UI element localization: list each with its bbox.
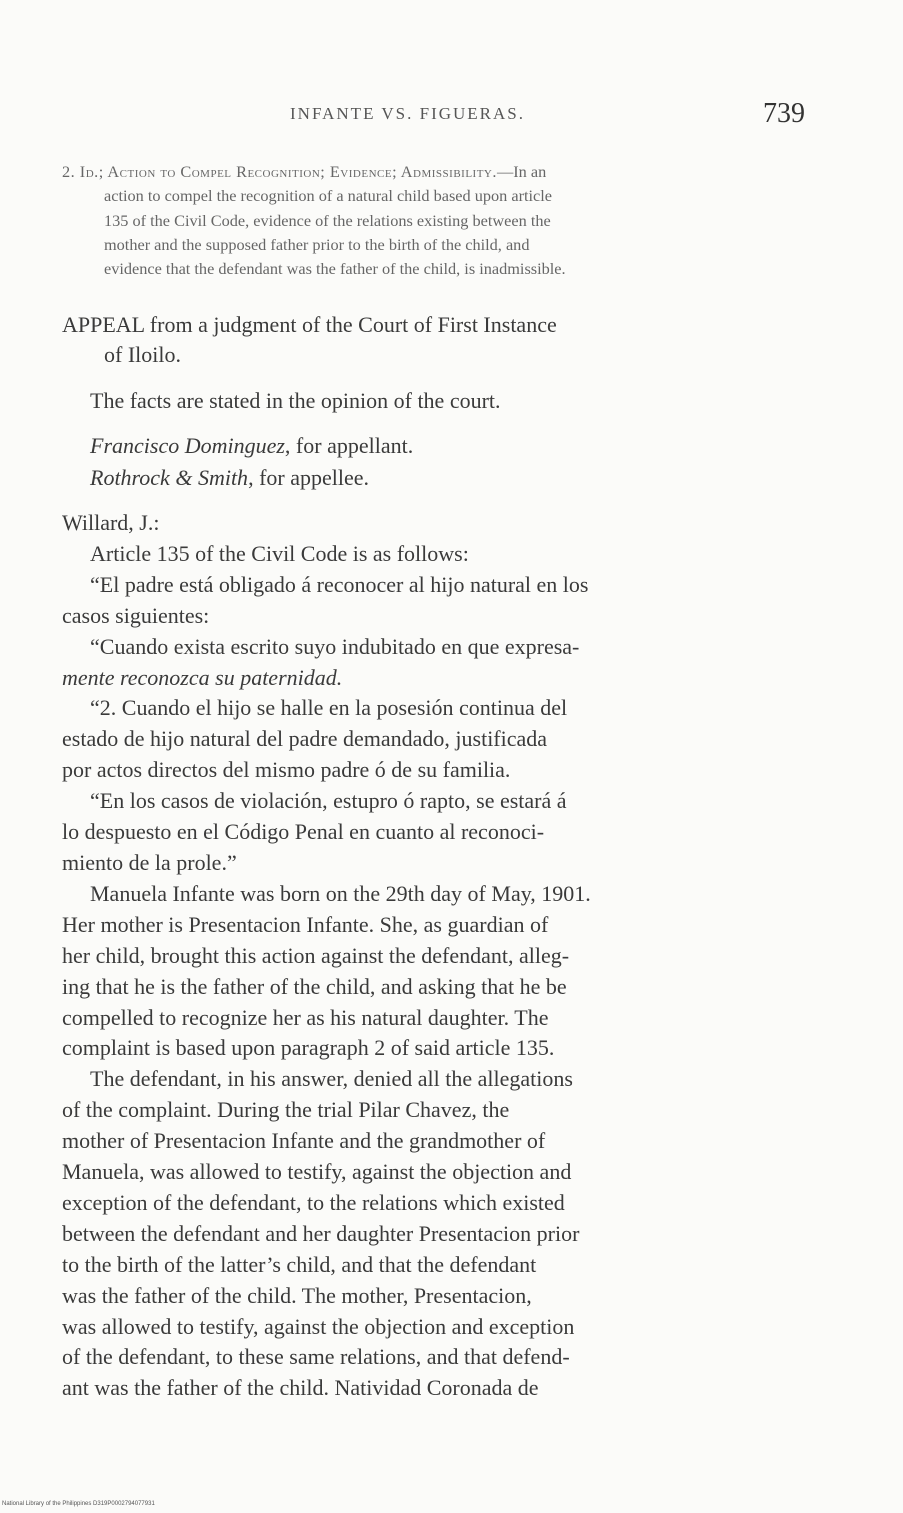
- opinion-line: compelled to recognize her as his natural daughter. The: [62, 1004, 549, 1030]
- syllabus-line: action to compel the recognition of a natural child based upon article: [104, 186, 553, 206]
- opinion-line: miento de la prole.”: [62, 849, 237, 875]
- syllabus-line: 2. Id.; Action to Compel Recognition; Evidence; Admissibility.—In an: [62, 162, 547, 181]
- opinion-line: mother of Presentacion Infante and the grandmother of: [62, 1128, 546, 1154]
- syllabus-line: evidence that the defendant was the father of the child, is inadmissible.: [104, 259, 566, 279]
- syllabus: [62, 160, 800, 281]
- opinion-line: Her mother is Presentacion Infante. She, as guardian of: [62, 911, 549, 937]
- opinion-line: her child, brought this action against the defendant, alleg-: [62, 942, 570, 968]
- opinion-line: exception of the defendant, to the relations which existed: [62, 1189, 565, 1215]
- opinion-line: Manuela, was allowed to testify, against the objection and: [62, 1159, 572, 1185]
- opinion-line: “Cuando exista escrito suyo indubitado en que expresa-: [90, 633, 580, 659]
- opinion-line: was allowed to testify, against the objection and exception: [62, 1313, 575, 1339]
- opinion-line: was the father of the child. The mother, Presentacion,: [62, 1282, 532, 1308]
- counsel: [62, 430, 802, 494]
- opinion-line: of the defendant, to these same relations, and that defend-: [62, 1344, 570, 1370]
- opinion-line: complaint is based upon paragraph 2 of said article 135.: [62, 1035, 555, 1061]
- opinion-line: ing that he is the father of the child, and asking that he be: [62, 973, 567, 999]
- opinion-line: estado de hijo natural del padre demandado, justificada: [62, 726, 548, 752]
- opinion: [62, 508, 802, 1404]
- judge-name: Willard, J.:: [62, 510, 160, 535]
- appeal-line: APPEAL from a judgment of the Court of First Instance: [62, 312, 557, 337]
- opinion-line: of the complaint. During the trial Pilar Chavez, the: [62, 1097, 510, 1123]
- opinion-line: to the birth of the latter’s child, and that the defendant: [62, 1251, 537, 1277]
- appellee-name: Rothrock & Smith: [90, 465, 249, 490]
- syllabus-line: 135 of the Civil Code, evidence of the relations existing between the: [104, 210, 551, 230]
- syllabus-lead-in: 2. Id.; Action to Compel Recognition; Evidence; Admissibility.: [62, 162, 497, 181]
- opinion-line: mente reconozca su paternidad.: [62, 664, 343, 690]
- opinion-line: lo despuesto en el Código Penal en cuanto al reconoci-: [62, 819, 545, 845]
- page-number: 739: [763, 98, 805, 129]
- opinion-line: ant was the father of the child. Natividad Coronada de: [62, 1375, 539, 1401]
- opinion-line: The defendant, in his answer, denied all the allegations: [90, 1066, 573, 1092]
- opinion-line: between the defendant and her daughter Presentacion prior: [62, 1220, 580, 1246]
- facts-line: The facts are stated in the opinion of the court.: [90, 388, 501, 413]
- opinion-line: casos siguientes:: [62, 602, 210, 628]
- counsel-appellee: Rothrock & Smith, for appellee.: [90, 465, 369, 490]
- appeal-statement: [62, 310, 802, 370]
- opinion-line: “En los casos de violación, estupro ó rapto, se estará á: [90, 788, 567, 814]
- opinion-line: por actos directos del mismo padre ó de su familia.: [62, 757, 511, 783]
- facts-statement: [62, 386, 802, 416]
- opinion-line: Manuela Infante was born on the 29th day of May, 1901.: [90, 880, 591, 906]
- syllabus-line: mother and the supposed father prior to the birth of the child, and: [104, 234, 530, 254]
- appeal-line: of Iloilo.: [104, 342, 181, 367]
- page-header: [60, 98, 805, 138]
- counsel-appellant: Francisco Dominguez, for appellant.: [90, 433, 414, 458]
- scan-footer: National Library of the Philippines D319P0002794077931: [2, 1501, 155, 1507]
- appellant-name: Francisco Dominguez: [90, 433, 285, 458]
- opinion-line: “2. Cuando el hijo se halle en la posesión continua del: [90, 695, 568, 721]
- opinion-line: Article 135 of the Civil Code is as follows:: [90, 540, 469, 566]
- opinion-line: “El padre está obligado á reconocer al hijo natural en los: [90, 571, 589, 597]
- running-head: INFANTE VS. FIGUERAS.: [290, 104, 526, 123]
